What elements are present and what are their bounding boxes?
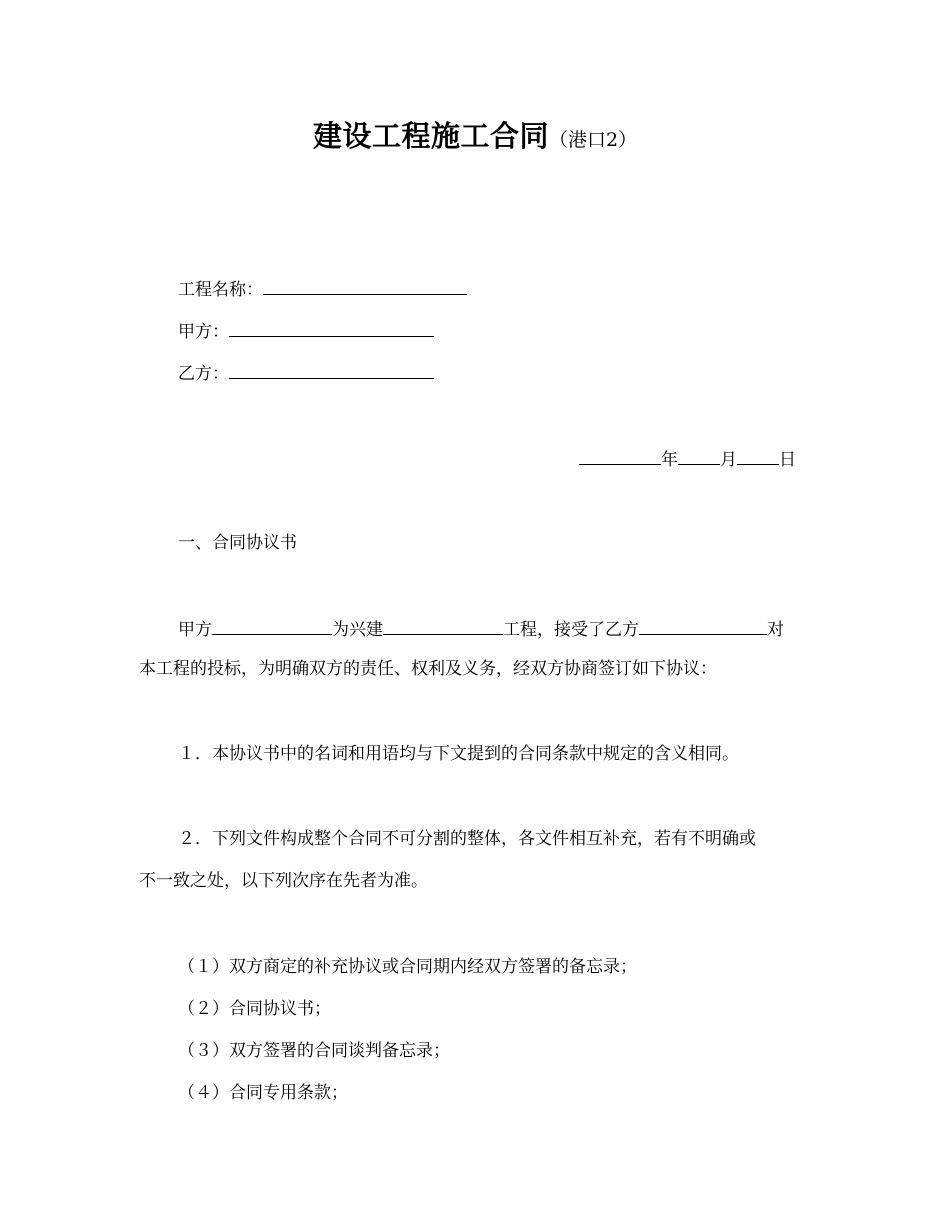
intro-line-2: 本工程的投标，为明确双方的责任、权利及义务，经双方协商签订如下协议： (139, 659, 717, 679)
list-item: （４）合同专用条款； (178, 1083, 348, 1103)
title-main: 建设工程施工合同 (312, 119, 549, 153)
intro-text-4: 对 (767, 620, 784, 640)
title-subtitle: （港口2） (548, 129, 638, 151)
clause-1: １．本协议书中的名词和用语均与下文提到的合同条款中规定的含义相同。 (178, 744, 739, 764)
party-b-line (178, 360, 434, 386)
party-b-blank (229, 360, 434, 379)
year-label: 年 (661, 450, 678, 470)
list-item: （２）合同协议书； (178, 999, 331, 1019)
party-a-label: 甲方： (178, 322, 229, 342)
party-a-blank (229, 318, 434, 337)
month-blank (678, 446, 720, 465)
party-b-name-blank (639, 616, 767, 635)
project-name-blank (263, 276, 467, 295)
party-a-name-blank (212, 616, 332, 635)
intro-text-2: 为兴建 (332, 620, 383, 640)
intro-line-1 (178, 616, 784, 642)
document-title (0, 114, 950, 155)
intro-text-1: 甲方 (178, 620, 212, 640)
list-item: （３）双方签署的合同谈判备忘录； (178, 1041, 450, 1061)
day-blank (737, 446, 779, 465)
clause-2-line-1: ２．下列文件构成整个合同不可分割的整体，各文件相互补充，若有不明确或 (178, 829, 756, 849)
date-line (579, 446, 796, 472)
section-heading: 一、合同协议书 (178, 533, 297, 553)
project-name-label: 工程名称： (178, 280, 263, 300)
year-blank (579, 446, 661, 465)
month-label: 月 (720, 450, 737, 470)
project-blank (383, 616, 503, 635)
party-a-line (178, 318, 434, 344)
clause-2-line-2: 不一致之处，以下列次序在先者为准。 (139, 871, 428, 891)
day-label: 日 (779, 450, 796, 470)
list-item: （１）双方商定的补充协议或合同期内经双方签署的备忘录； (178, 957, 637, 977)
party-b-label: 乙方： (178, 364, 229, 384)
intro-text-3: 工程，接受了乙方 (503, 620, 639, 640)
project-name-line (178, 276, 467, 302)
